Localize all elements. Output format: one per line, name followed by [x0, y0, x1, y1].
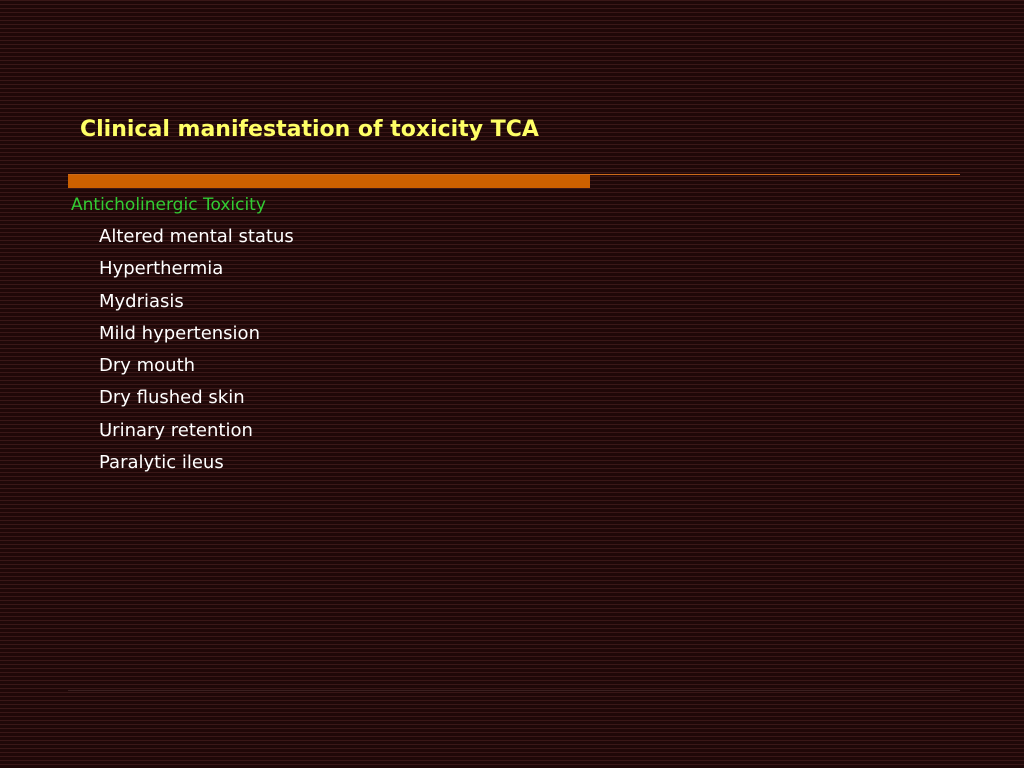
list-item: Altered mental status	[99, 226, 294, 247]
slide-title: Clinical manifestation of toxicity TCA	[80, 117, 539, 142]
footer-divider	[68, 690, 960, 691]
section-heading: Anticholinergic Toxicity	[71, 195, 266, 215]
symptom-list	[99, 224, 294, 482]
list-item: Mild hypertension	[99, 322, 260, 344]
list-item: Urinary retention	[99, 419, 253, 441]
accent-bar	[68, 175, 590, 188]
list-item: Hyperthermia	[99, 258, 224, 280]
list-item: Dry flushed skin	[99, 387, 245, 409]
list-item: Dry mouth	[99, 355, 196, 377]
list-item: Paralytic ileus	[99, 452, 224, 474]
list-item: Mydriasis	[99, 290, 184, 312]
